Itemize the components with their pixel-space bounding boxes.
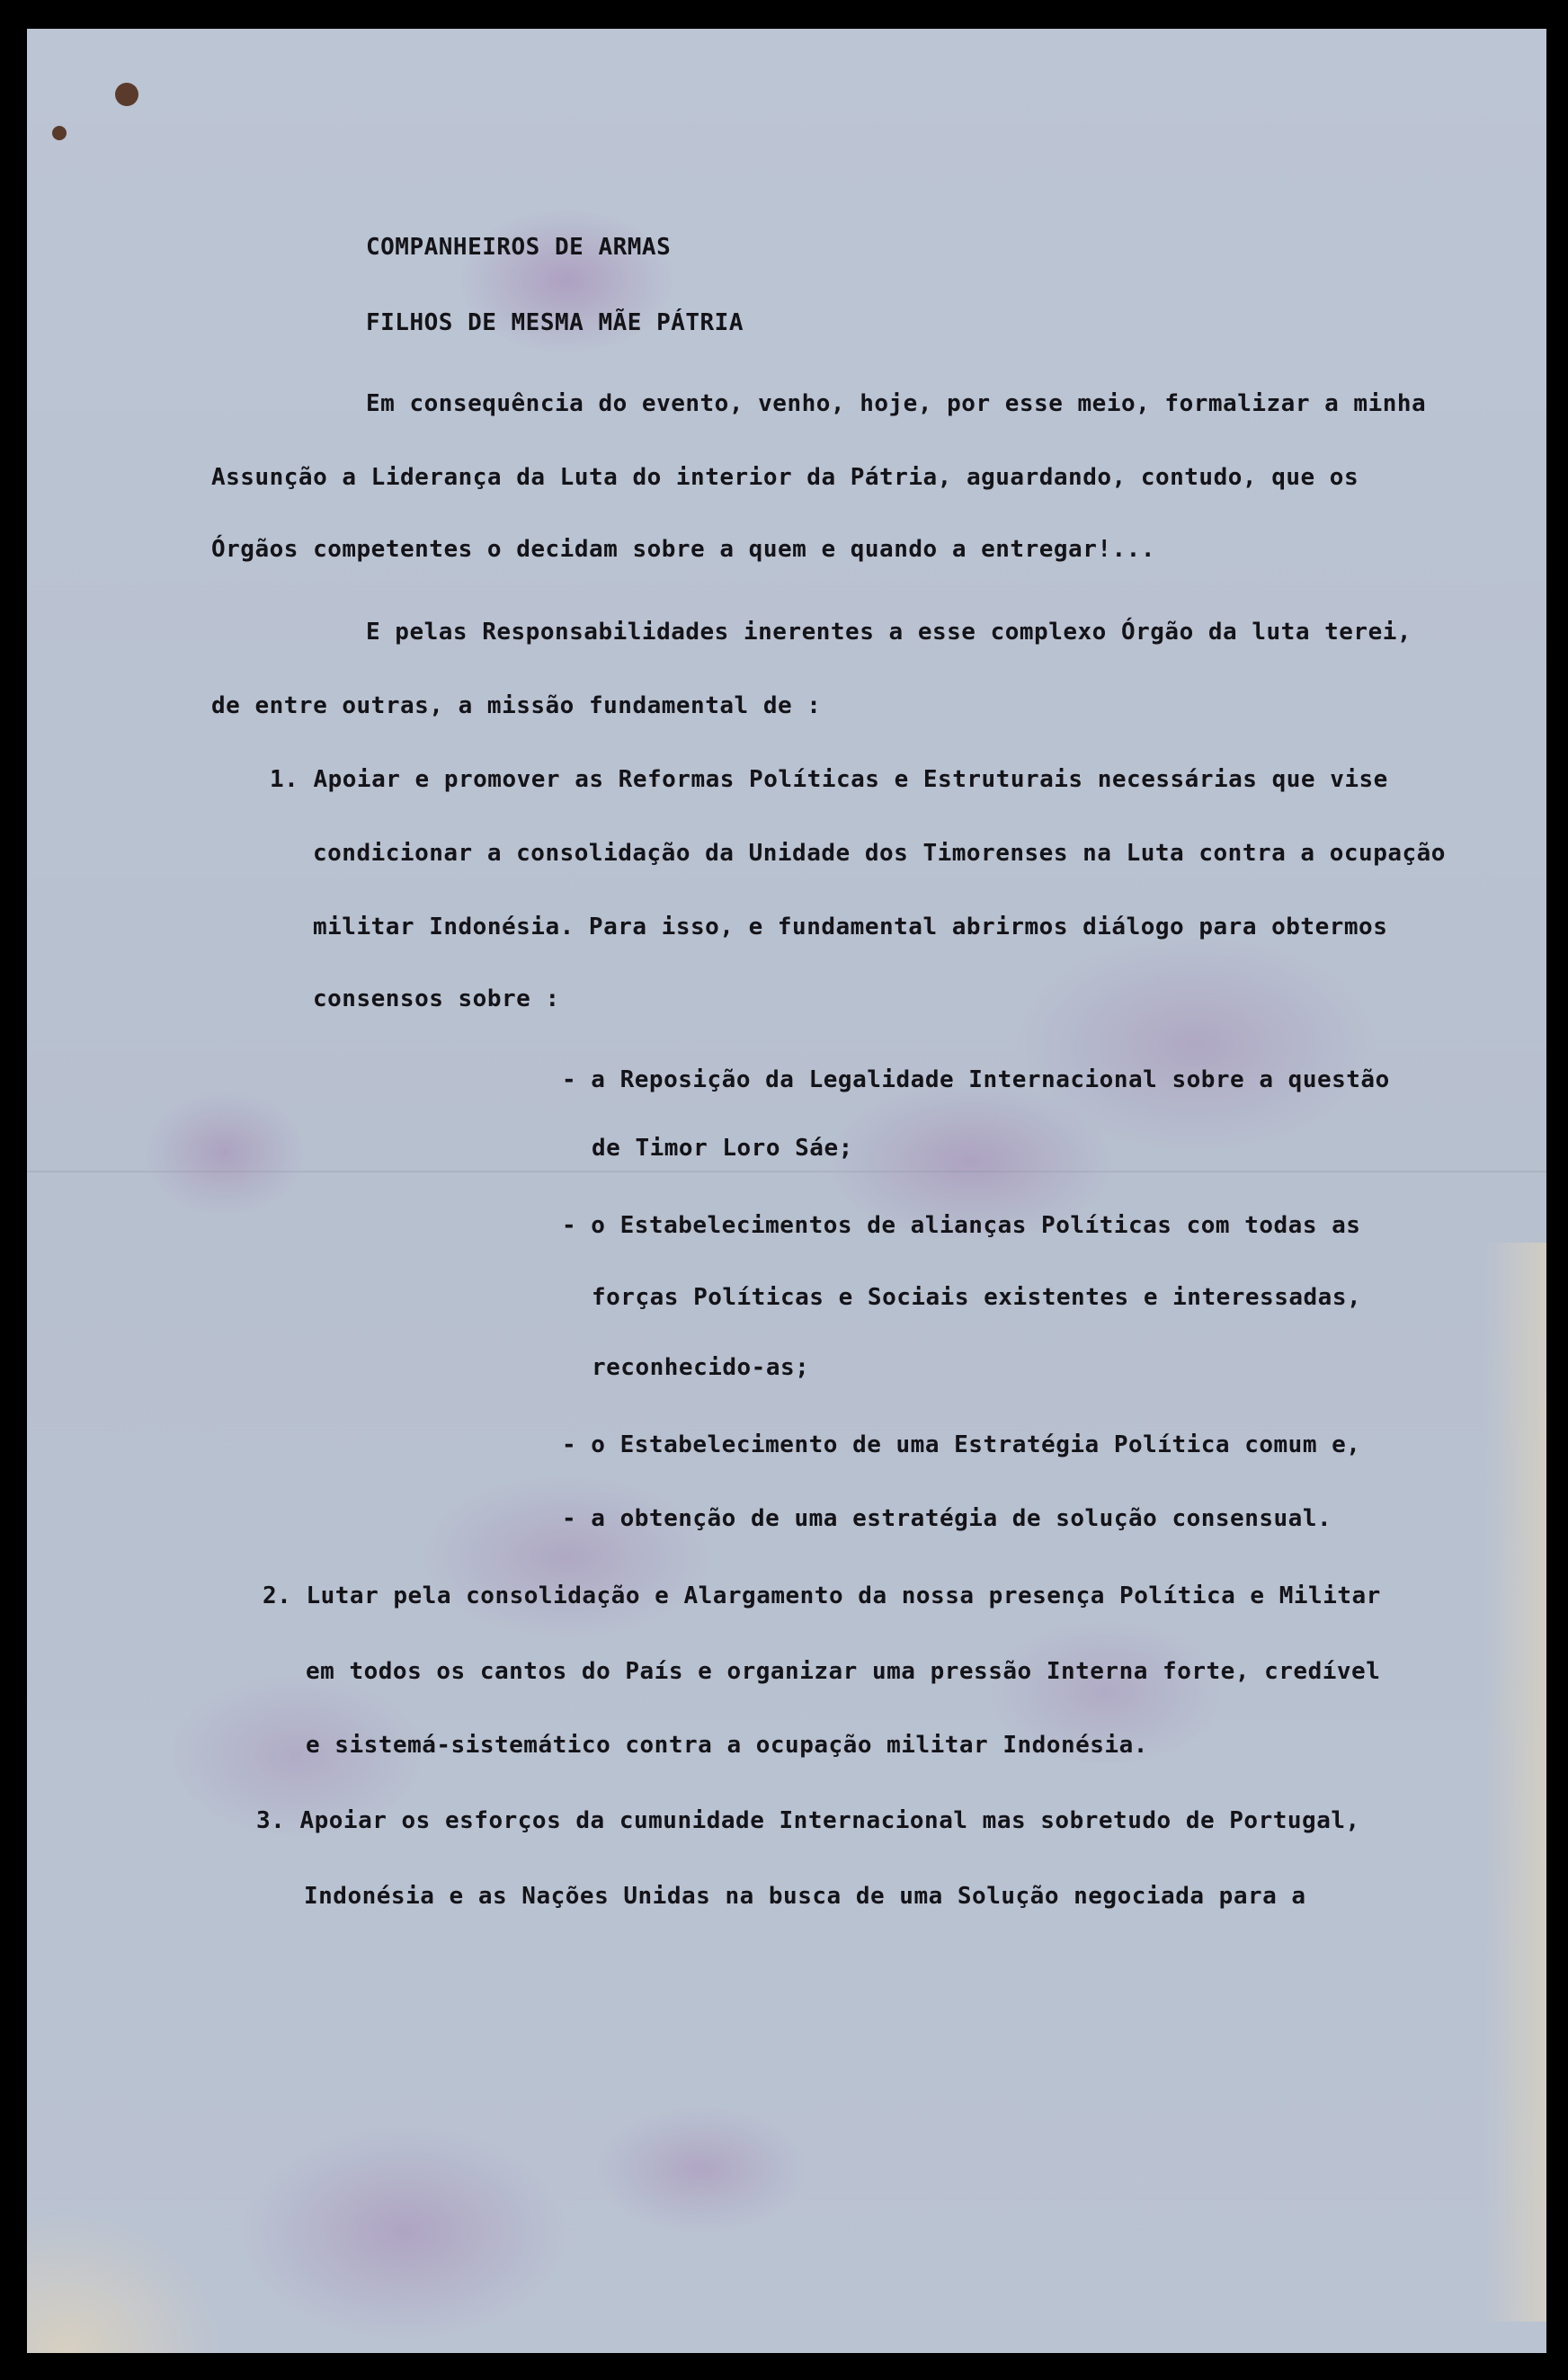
- heading-line: FILHOS DE MESMA MÃE PÁTRIA: [366, 309, 744, 336]
- paragraph-line: Órgãos competentes o decidam sobre a quem e quando a entregar!...: [211, 536, 1155, 563]
- subitem-line: - a Reposição da Legalidade Internacional sobre a questão: [562, 1066, 1390, 1093]
- list-item-line: 3. Apoiar os esforços da cumunidade Internacional mas sobretudo de Portugal,: [256, 1807, 1360, 1834]
- subitem-line: - o Estabelecimento de uma Estratégia Política comum e,: [562, 1431, 1361, 1458]
- paper-edge-stain: [1483, 1243, 1546, 2322]
- list-item-line: condicionar a consolidação da Unidade dos Timorenses na Luta contra a ocupação: [313, 840, 1446, 867]
- paragraph-line: Assunção a Liderança da Luta do interior da Pátria, aguardando, contudo, que os: [211, 464, 1359, 491]
- list-item-line: 1. Apoiar e promover as Reformas Políticas e Estruturais necessárias que vise: [270, 766, 1388, 793]
- punch-hole: [52, 126, 67, 140]
- paper-corner-stain: [27, 2209, 225, 2353]
- list-item-line: e sistemá-sistemático contra a ocupação militar Indonésia.: [306, 1732, 1148, 1759]
- list-item-line: em todos os cantos do País e organizar uma pressão Interna forte, credível: [306, 1658, 1381, 1685]
- subitem-line: de Timor Loro Sáe;: [592, 1135, 853, 1162]
- subitem-line: - o Estabelecimentos de alianças Políticas com todas as: [562, 1212, 1361, 1239]
- paragraph-line: Em consequência do evento, venho, hoje, por esse meio, formalizar a minha: [366, 390, 1427, 417]
- list-item-line: Indonésia e as Nações Unidas na busca de uma Solução negociada para a: [304, 1883, 1306, 1910]
- paper-fold-line: [27, 1171, 1546, 1172]
- paragraph-line: E pelas Responsabilidades inerentes a esse complexo Órgão da luta terei,: [366, 619, 1412, 646]
- list-item-line: 2. Lutar pela consolidação e Alargamento da nossa presença Política e Militar: [263, 1582, 1381, 1609]
- list-item-line: militar Indonésia. Para isso, e fundamental abrirmos diálogo para obtermos: [313, 914, 1388, 940]
- punch-hole: [115, 83, 138, 106]
- typewritten-page: [27, 29, 1546, 2353]
- subitem-line: forças Políticas e Sociais existentes e interessadas,: [592, 1284, 1362, 1311]
- paragraph-line: de entre outras, a missão fundamental de :: [211, 692, 822, 719]
- list-item-line: consensos sobre :: [313, 985, 560, 1012]
- subitem-line: reconhecido-as;: [592, 1354, 810, 1381]
- subitem-line: - a obtenção de uma estratégia de solução consensual.: [562, 1505, 1332, 1532]
- heading-line: COMPANHEIROS DE ARMAS: [366, 234, 672, 261]
